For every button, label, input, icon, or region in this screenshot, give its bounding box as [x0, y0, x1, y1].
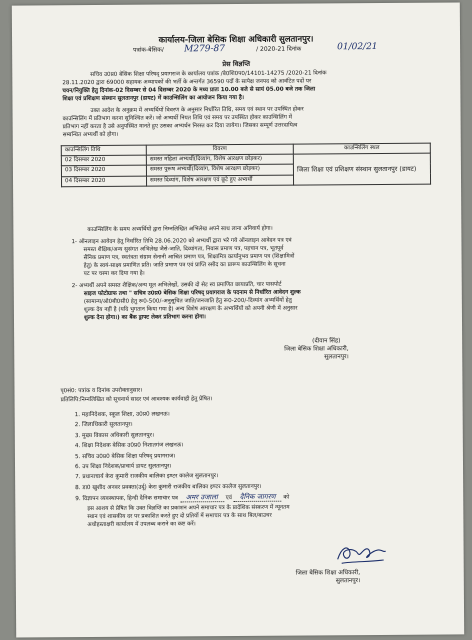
header-date: काउन्सिलिंग तिथि	[61, 145, 146, 156]
instructions-lead: काउन्सिलिंग के समय अभ्यर्थियों द्वारा निम्नलिखित अभिलेख अपने साथ लाना अनिवार्य होगा।	[87, 225, 273, 234]
copy-reference: पृ0सं0: पत्रांक व दिनांक उपरोक्तानुसार।	[60, 387, 143, 395]
list-item: 5. सचिव उ0प्र0 बेसिक शिक्षा परिषद् प्रयागराज।	[74, 453, 176, 460]
intro-paragraph-2: उक्त आदेश के अनुक्रम में अभ्यर्थियों विवरण के अनुसार निर्धारित तिथि, समय एवं स्थान पर उपस्थित होकर काउन्सिलिंग में प्रतिभाग करना सुनिश्चित करें। जो अभ्यर्थी नियत तिथि एवं समय पर उपस्थित होकर काउन्सिलिंग में प्रतिभाग नहीं करता है उसे अनुपस्थित मानते हुए उसका अभ्यर्थन निरस्त कर दिया जायेगा। जिसका सम्पूर्ण उत्तरदायित्व सम्बन्धित अभ्यर्थी को होगा।	[62, 106, 304, 139]
signature-block-1	[284, 337, 434, 362]
list-item: 6. उप शिक्षा निदेशक/प्राचार्य डायट सुलतानपुर।	[75, 463, 172, 471]
officer-designation: जिला बेसिक शिक्षा अधिकारी,	[284, 345, 349, 353]
officer-name: (दीवान सिंह)	[312, 337, 341, 345]
list-item: 4. शिक्षा निदेशक बेसिक उ0प्र0 निशातगंज लखनऊ।	[74, 442, 184, 450]
item9-continuation: इस आशय से प्रेषित कि उक्त विज्ञप्ति का प्रकाशन अपने समाचार पत्र के प्रादेशिक संस्करण में न्यूनतम स्थान एवं शासकीय दर पर प्रकाशित करते हुए दो प्रतियों में समाचार पत्र के साथ बिल/बाउचर अधोहस्ताक्षरी कार्यालय में उपलब्ध कराने का कष्ट करें।	[87, 504, 290, 529]
row-date: 03 दिसम्बर 2020	[61, 166, 146, 177]
counselling-schedule-table	[61, 143, 431, 187]
office-title: कार्यालय-जिला बेसिक शिक्षा अधिकारी सुलतानपुर।	[158, 33, 314, 45]
venue-cell: जिला शिक्षा एवं प्रशिक्षण संस्थान सुलतानपुर (डायट)	[293, 153, 430, 185]
signature-block-2	[296, 569, 446, 586]
list-item: 3. मुख्य विकास अधिकारी सुलतानपुर।	[74, 432, 155, 439]
handwritten-signature	[332, 541, 392, 567]
list-item: 1. महानिदेशक, स्कूल शिक्षा, उ0प्र0 लखनऊ।	[74, 411, 170, 419]
distribution-list	[75, 408, 436, 505]
press-release-heading: प्रेस विज्ञप्ति	[222, 59, 251, 69]
newspaper-2-handwritten: दैनिक जागरण	[234, 493, 282, 502]
row-description: समस्त महिला अभ्यर्थी(दिव्यांग, विशेष आरक्षण छोड़कर)	[146, 154, 293, 165]
list-item: 7. प्रधानाचार्य केरा कुमारी राजकीय बालिका इण्टर कालेज सुलतानपुर।	[75, 473, 219, 481]
letter-prefix: पत्रांक-बेसिक/	[133, 46, 164, 54]
row-description: समस्त दिव्यांग, विशेष आरक्षण एवं छूटे हुए अभ्यर्थी	[146, 175, 293, 186]
officer-place: सुलतानपुर।	[335, 577, 361, 585]
officer-designation: जिला बेसिक शिक्षा अधिकारी,	[295, 569, 361, 577]
date-handwritten: 01/02/21	[337, 42, 378, 53]
date-prefix: / 2020-21 दिनांक	[256, 45, 302, 53]
officer-place: सुलतानपुर।	[324, 353, 349, 361]
letter-number-handwritten: M279-87	[184, 44, 226, 55]
row-date: 04 दिसम्बर 2020	[61, 176, 146, 187]
instruction-point-1: 1- ऑनलाइन आवेदन हेतु निर्धारित तिथि 28.06.2020 को अभ्यर्थी द्वारा भरे गये ऑनलाइन आवेदन पत्र एवं समस्त शैक्षिक/अन्य सुसंगत अभिलेख जैसे-जाति, दिव्यांगता, निवास प्रमाण पत्र, पहचान पत्र, भूतपूर्व सैनिक प्रमाण पत्र, स्वतंत्रता संग्राम सेनानी आश्रित प्रमाण पत्र, शिक्षामित्र कार्यानुभव प्रमाण पत्र (शिक्षामित्रों हेतु) के स्वयं-साक्ष्य प्रमाणित प्रति। जाति प्रमाण पत्र एवं प्राप्ति रसीद का प्रारूप काउन्सिलिंग के सूचना पट पर चस्पा कर दिया गया है।	[71, 237, 295, 278]
document-page	[12, 2, 464, 637]
intro-paragraph-1: सचिव उ0प्र0 बेसिक शिक्षा परिषद् प्रयागराज के कार्यालय पत्रांक /बे0शि0प0/14101-14275 /2020-21 दिनांक 28.11.2020 द्वारा 69000 सहायक अध्यापकों की भर्ती के अन्तर्गत 36590 पदों के सापेक्ष जनपद को आवंटित पदों पर चयन/नियुक्ति हेतु दिनांक-02 दिसम्बर से 04 दिसम्बर 2020 के मध्य प्रातः 10.00 बजे से सायं 05.00 बजे तक जिला शिक्षा एवं प्रशिक्षण संस्थान सुलतानपुर (डायट) में काउन्सिलिंग का आयोजन किया गया है।	[62, 70, 327, 103]
row-description: समस्त पुरूष अभ्यर्थी(दिव्यांग, विशेष आरक्षण छोड़कर)	[146, 165, 293, 176]
header-venue: काउन्सिलिंग स्थल	[293, 143, 430, 154]
instruction-point-2: 2- अभ्यर्थी अपने समस्त शैक्षिक/अन्य मूल अभिलेखों, उसकी दो सेट स्व प्रमाणित छायाप्रति, चार पासपोर्ट साइज फोटोग्राफ तथा " सचिव उ0प्र0 बेसिक शिक्षा परिषद् प्रयागराज के पदनाम से निर्धारित आवेदन शुल्क (सामान्य/ओ0बी0सी0 हेतु रू0-500/-अनुसूचित जाति/जनजाति हेतु रू0-200/-दिव्यांग अभ्यर्थियों हेतु शुल्क देय नहीं है (यदि भुगतान किया गया है) अन्य विशेष आरक्षण के अभ्यर्थियों को अपनी श्रेणी में अनुसार शुल्क देना होगा।) का बैंक ड्राफ्ट लेकर प्रतिभाग करना होगा।	[71, 281, 301, 322]
list-item: 9. विज्ञापन व्यवस्थापक, हिन्दी दैनिक समाचार पत्र अमर उजाला एवं दैनिक जागरण को	[75, 492, 290, 503]
list-item: 8. डा0 खुशीद अनवर प्रवक्ता(उर्दू) केरा कुमारी राजकीय बालिका इण्टर कालेज सुलतानपुर।	[75, 483, 262, 491]
newspaper-1-handwritten: अमर उजाला	[180, 493, 224, 502]
list-item: 2. जिलाधिकारी सुलतानपुर।	[74, 422, 133, 429]
header-description: विवरण	[146, 144, 293, 155]
copy-lead: प्रतिलिपि:निम्नलिखित को सूचनार्थ सादर एवं आवश्यक कार्यवाही हेतु प्रेषित।	[60, 396, 213, 404]
row-date: 02 दिसम्बर 2020	[61, 155, 146, 166]
